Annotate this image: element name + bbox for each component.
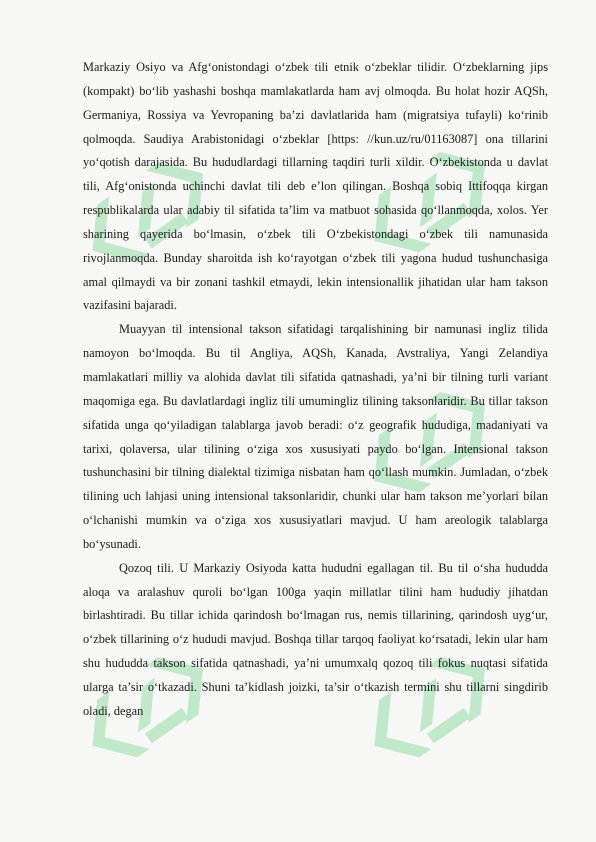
paragraph-kazakh-language: Qozoq tili. U Markaziy Osiyoda katta hududni egallagan til. Bu til o‘sha hududda aloqa va aralashuv quroli bo‘lgan 100ga yaqin millatlar tilini ham hududiy jihatdan birlashtiradi. Bu tillar ichida qarindosh bo‘lmagan rus, nemis tillarining, qarindosh uyg‘ur, o‘zbek tillarining o‘z hududi mavjud. Boshqa tillar tarqoq faoliyat ko‘rsatadi, lekin ular ham shu hududda takson sifatida qatnashadi, ya’ni umumxalq qozoq tili fokus nuqtasi sifatida ularga ta’sir o‘tkazadi. Shuni ta’kidlash joizki, ta’sir o‘tkazish termini shu tillarni singdirib oladi, degan (83, 560, 548, 718)
paragraph-uzbek-language: Markaziy Osiyo va Afg‘onistondagi o‘zbek tili etnik o‘zbeklar tilidir. O‘zbeklarning jips (kompakt) bo‘lib yashashi boshqa mamlakatlarda ham avj olmoqda. Bu holat hozir AQSh, Germaniya, Rossiya va Yevropaning ba’zi davlatlarida ham (migratsiya tufayli) ko‘rinib qolmoqda. Saudiya Arabistonidagi o‘zbeklar [https: //kun.uz/ru/01163087] ona tillarini yo‘qotish darajasida. Bu hududlardagi tillarning taqdiri turli xildir. O‘zbekistonda u davlat tili, Afg‘onistonda uchinchi davlat tili deb e’lon qilingan. Boshqa sobiq Ittifoqqa kirgan respublikalarda ular adabiy til sifatida ta’lim va matbuot sohasida qo‘llanmoqda, xolos. Yer sharining qayerida bo‘lmasin, o‘zbek tili O‘zbekistondagi o‘zbek tili namunasida rivojlanmoqda. Bunday sharoitda ish ko‘rayotgan o‘zbek tili yagona hudud tushunchasiga amal qilmaydi va bir zonani tashkil etmaydi, lekin intensionallik jihatidan ular ham takson vazifasini bajaradi. (83, 60, 548, 313)
document-body (83, 56, 548, 724)
paragraph-english-language: Muayyan til intensional takson sifatidagi tarqalishining bir namunasi ingliz tilida namoyon bo‘lmoqda. Bu til Angliya, AQSh, Kanada, Avstraliya, Yangi Zelandiya mamlakatlari milliy va alohida davlat tili sifatida qatnashadi, ya’ni bir tilning turli variant maqomiga ega. Bu davlatlardagi ingliz tili umumingliz tilining taksonlaridir. Bu tillar takson sifatida unga qo‘yiladigan talablarga javob beradi: o‘z geografik hududiga, madaniyati va tarixi, qolaversa, ular tilining o‘ziga xos xususiyati paydo bo‘lgan. Intensional takson tushunchasini bir tilning dialektal tizimiga nisbatan ham qo‘llash mumkin. Jumladan, o‘zbek tilining uch lahjasi uning intensional taksonlaridir, chunki ular ham takson me’yorlari bilan o‘lchanishi mumkin va o‘ziga xos xususiyatlari mavjud. U ham areologik talablarga bo‘ysunadi. (83, 322, 548, 551)
